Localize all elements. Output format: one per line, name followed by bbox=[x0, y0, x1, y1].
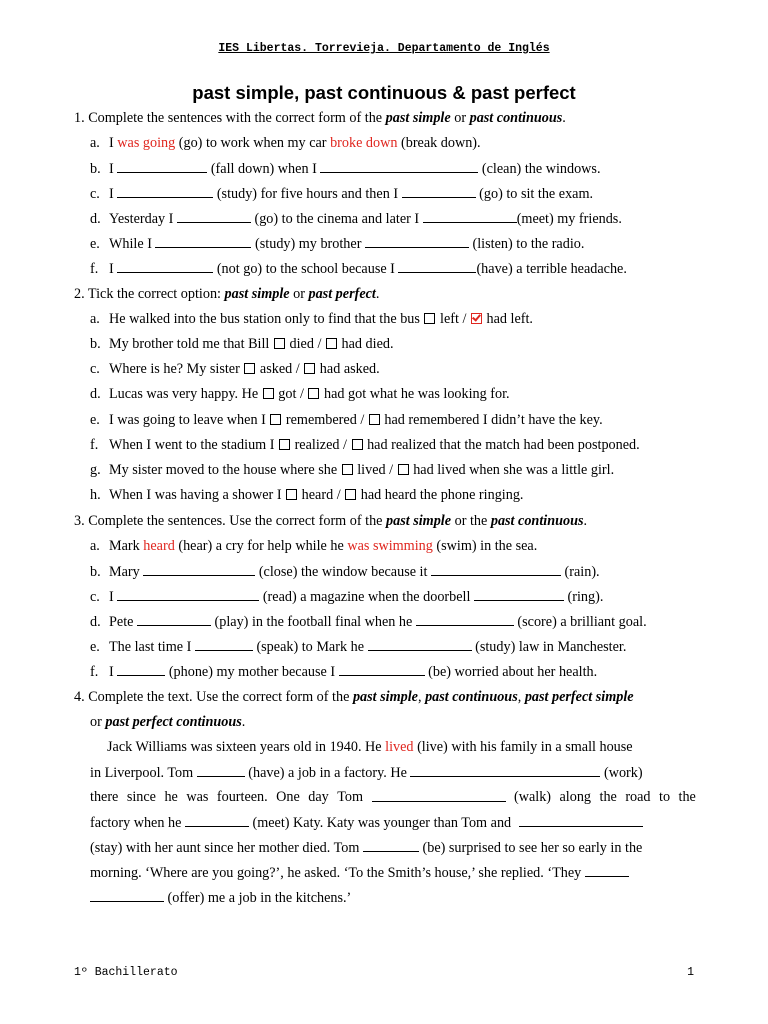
exercise-2-item-h: h. When I was having a shower I heard / had heard the phone ringing. bbox=[90, 487, 524, 503]
paragraph-line-1: Jack Williams was sixteen years old in 1940. He lived (live) with his family in a small house bbox=[107, 739, 633, 755]
answer-blank[interactable] bbox=[519, 813, 643, 827]
checkbox[interactable] bbox=[398, 464, 409, 475]
answer-blank[interactable] bbox=[177, 209, 251, 223]
exercise-4-instruction: 4. Complete the text. Use the correct form of the past simple, past continuous, past perfect simple bbox=[74, 689, 634, 705]
answer-text: was swimming bbox=[347, 538, 433, 554]
answer-blank[interactable] bbox=[143, 562, 255, 576]
page-number: 1 bbox=[687, 966, 694, 979]
exercise-3-instruction: 3. Complete the sentences. Use the correct form of the past simple or the past continuous. bbox=[74, 513, 588, 529]
exercise-1-item-c: c. I (study) for five hours and then I (go) to sit the exam. bbox=[90, 186, 594, 202]
footer-course: 1º Bachillerato bbox=[74, 966, 178, 979]
checkbox[interactable] bbox=[286, 489, 297, 500]
answer-blank[interactable] bbox=[431, 562, 561, 576]
answer-blank[interactable] bbox=[117, 259, 213, 273]
answer-blank[interactable] bbox=[339, 662, 425, 676]
worksheet-title: past simple, past continuous & past perfect bbox=[192, 82, 576, 103]
answer-blank[interactable] bbox=[416, 612, 514, 626]
exercise-1-item-a: a. I was going (go) to work when my car broke down (break down). bbox=[90, 135, 481, 151]
answer-blank[interactable] bbox=[365, 234, 469, 248]
exercise-1-item-b: b. I (fall down) when I (clean) the windows. bbox=[90, 161, 601, 177]
exercise-2-instruction: 2. Tick the correct option: past simple or past perfect. bbox=[74, 286, 380, 302]
checkbox-checked[interactable] bbox=[471, 313, 482, 324]
answer-blank[interactable] bbox=[197, 763, 245, 777]
answer-blank[interactable] bbox=[402, 184, 476, 198]
paragraph-line-6: morning. ‘Where are you going?’, he asked. ‘To the Smith’s house,’ she replied. ‘They bbox=[90, 863, 696, 882]
checkbox[interactable] bbox=[304, 363, 315, 374]
answer-blank[interactable] bbox=[117, 159, 207, 173]
answer-blank[interactable] bbox=[474, 587, 564, 601]
answer-blank[interactable] bbox=[90, 888, 164, 902]
school-header: IES Libertas. Torrevieja. Departamento de Inglés bbox=[218, 42, 550, 55]
answer-blank[interactable] bbox=[368, 637, 472, 651]
checkbox[interactable] bbox=[352, 439, 363, 450]
answer-blank[interactable] bbox=[117, 587, 259, 601]
exercise-2-item-b: b. My brother told me that Bill died / had died. bbox=[90, 336, 394, 352]
checkbox[interactable] bbox=[244, 363, 255, 374]
exercise-3-item-d: d. Pete (play) in the football final when he (score) a brilliant goal. bbox=[90, 614, 647, 630]
answer-blank[interactable] bbox=[585, 863, 629, 877]
exercise-1-item-f: f. I (not go) to the school because I (have) a terrible headache. bbox=[90, 261, 627, 277]
answer-blank[interactable] bbox=[155, 234, 251, 248]
checkbox[interactable] bbox=[342, 464, 353, 475]
checkbox[interactable] bbox=[308, 388, 319, 399]
exercise-1-item-e: e. While I (study) my brother (listen) to the radio. bbox=[90, 236, 585, 252]
answer-blank[interactable] bbox=[117, 184, 213, 198]
paragraph-line-2: in Liverpool. Tom (have) a job in a factory. He (work) bbox=[90, 765, 643, 781]
exercise-3-item-e: e. The last time I (speak) to Mark he (study) law in Manchester. bbox=[90, 639, 627, 655]
answer-text: lived bbox=[385, 739, 414, 755]
answer-blank[interactable] bbox=[398, 259, 476, 273]
exercise-4-instruction-cont: or past perfect continuous. bbox=[90, 714, 246, 730]
answer-blank[interactable] bbox=[137, 612, 211, 626]
answer-blank[interactable] bbox=[195, 637, 253, 651]
answer-blank[interactable] bbox=[423, 209, 517, 223]
exercise-2-item-g: g. My sister moved to the house where she lived / had lived when she was a little girl. bbox=[90, 462, 615, 478]
exercise-2-item-d: d. Lucas was very happy. He got / had got what he was looking for. bbox=[90, 386, 510, 402]
exercise-2-item-e: e. I was going to leave when I remembered / had remembered I didn’t have the key. bbox=[90, 412, 603, 428]
checkbox[interactable] bbox=[424, 313, 435, 324]
exercise-2-item-a: a. He walked into the bus station only to find that the bus left / had left. bbox=[90, 311, 533, 327]
checkbox[interactable] bbox=[326, 338, 337, 349]
exercise-1-item-d: d. Yesterday I (go) to the cinema and later I (meet) my friends. bbox=[90, 211, 622, 227]
checkbox[interactable] bbox=[279, 439, 290, 450]
exercise-2-item-f: f. When I went to the stadium I realized / had realized that the match had been postponed. bbox=[90, 437, 640, 453]
answer-blank[interactable] bbox=[185, 813, 249, 827]
paragraph-line-4: factory when he (meet) Katy. Katy was younger than Tom and bbox=[90, 813, 696, 832]
exercise-3-item-a: a. Mark heard (hear) a cry for help while he was swimming (swim) in the sea. bbox=[90, 538, 538, 554]
answer-text: broke down bbox=[330, 135, 398, 151]
answer-text: was going bbox=[117, 135, 176, 151]
checkbox[interactable] bbox=[345, 489, 356, 500]
answer-blank[interactable] bbox=[320, 159, 478, 173]
exercise-1-instruction: 1. Complete the sentences with the correct form of the past simple or past continuous. bbox=[74, 110, 566, 126]
answer-text: heard bbox=[143, 538, 175, 554]
checkbox[interactable] bbox=[369, 414, 380, 425]
answer-blank[interactable] bbox=[410, 763, 600, 777]
checkbox[interactable] bbox=[270, 414, 281, 425]
paragraph-line-7: (offer) me a job in the kitchens.’ bbox=[90, 888, 696, 907]
answer-blank[interactable] bbox=[372, 788, 506, 802]
paragraph-line-3: there since he was fourteen. One day Tom (walk) along the road to the bbox=[90, 789, 696, 805]
checkbox[interactable] bbox=[274, 338, 285, 349]
answer-blank[interactable] bbox=[363, 838, 419, 852]
checkbox[interactable] bbox=[263, 388, 274, 399]
answer-blank[interactable] bbox=[117, 662, 165, 676]
exercise-3-item-c: c. I (read) a magazine when the doorbell (ring). bbox=[90, 589, 604, 605]
exercise-2-item-c: c. Where is he? My sister asked / had asked. bbox=[90, 361, 380, 377]
exercise-3-item-b: b. Mary (close) the window because it (rain). bbox=[90, 564, 600, 580]
paragraph-line-5: (stay) with her aunt since her mother died. Tom (be) surprised to see her so early in the bbox=[90, 840, 643, 856]
exercise-3-item-f: f. I (phone) my mother because I (be) worried about her health. bbox=[90, 664, 598, 680]
